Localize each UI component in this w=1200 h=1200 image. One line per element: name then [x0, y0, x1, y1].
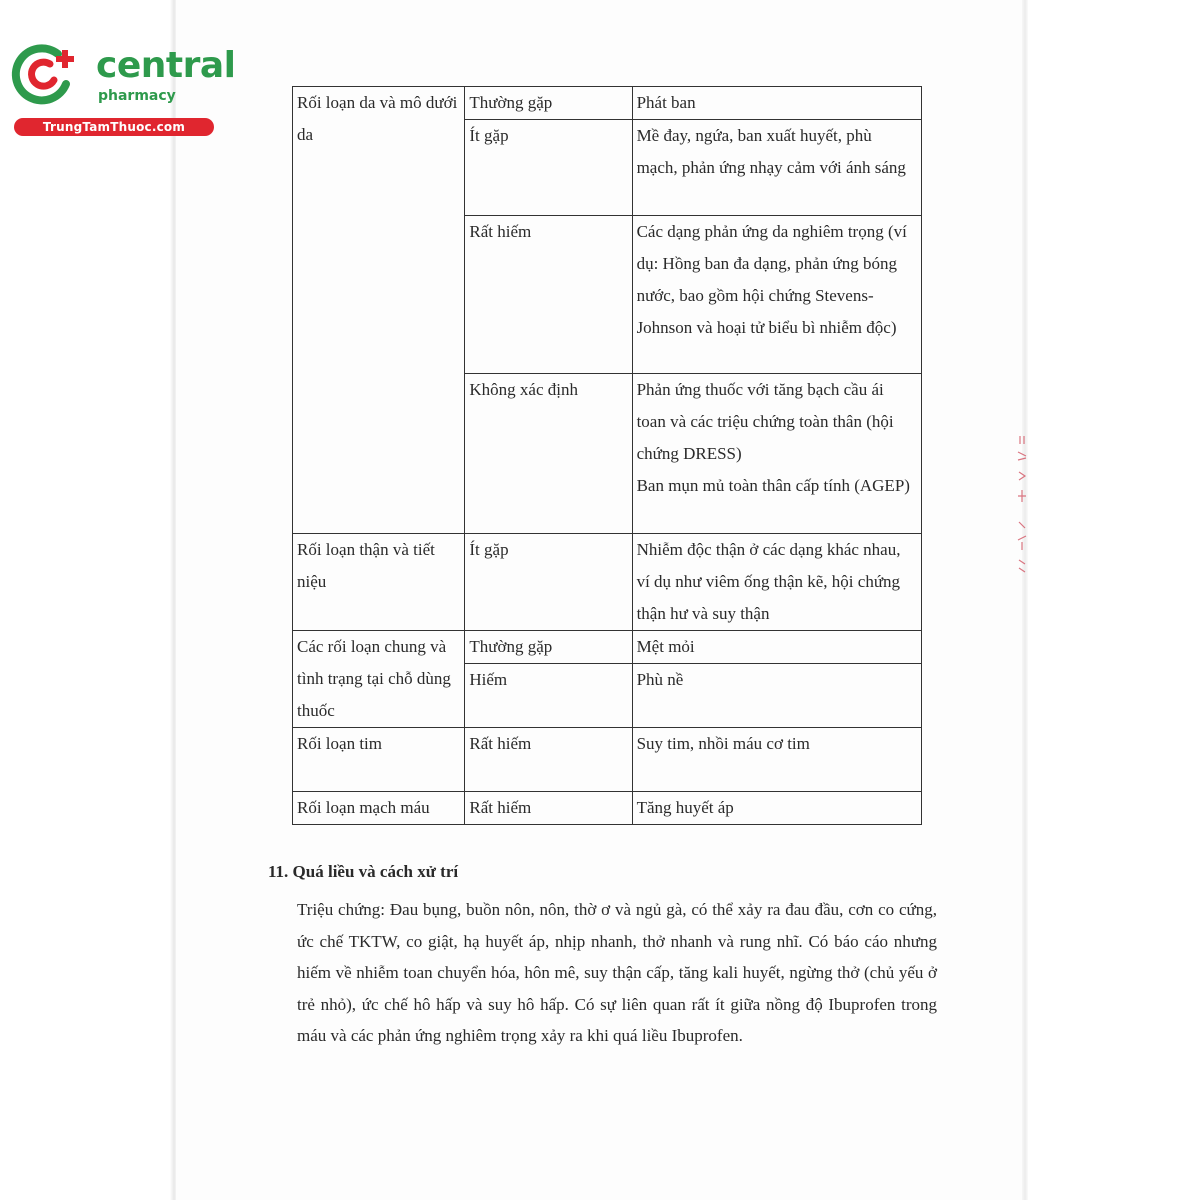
- frequency-cell: Rất hiếm: [465, 216, 632, 374]
- frequency-cell: Thường gặp: [465, 87, 632, 120]
- effect-cell: Tăng huyết áp: [632, 792, 921, 825]
- table-row: [293, 728, 922, 792]
- table-row: [293, 87, 922, 120]
- logo-site-badge: TrungTamThuoc.com: [14, 118, 214, 136]
- organ-cell: Rối loạn mạch máu: [293, 792, 465, 825]
- organ-cell: Rối loạn tim: [293, 728, 465, 792]
- central-pharmacy-logo[interactable]: [10, 38, 236, 138]
- frequency-cell: Hiếm: [465, 664, 632, 728]
- frequency-cell: Ít gặp: [465, 120, 632, 216]
- effect-line: Ban mụn mủ toàn thân cấp tính (AGEP): [636, 476, 910, 495]
- effect-cell: Các dạng phản ứng da nghiêm trọng (ví dụ: Hồng ban đa dạng, phản ứng bóng nước, bao gồm hội chứng Stevens-Johnson và hoại tử biểu bì nhiễm độc): [632, 216, 921, 374]
- frequency-cell: Thường gặp: [465, 631, 632, 664]
- scan-left-edge: [0, 0, 176, 1200]
- frequency-cell: Rất hiếm: [465, 792, 632, 825]
- margin-stamp-mark: [1012, 432, 1032, 582]
- effect-cell: [632, 374, 921, 534]
- frequency-cell: Ít gặp: [465, 534, 632, 631]
- effect-cell: Nhiễm độc thận ở các dạng khác nhau, ví dụ như viêm ống thận kẽ, hội chứng thận hư và suy thận: [632, 534, 921, 631]
- frequency-cell: Không xác định: [465, 374, 632, 534]
- table-row: [293, 792, 922, 825]
- logo-subtitle: pharmacy: [98, 88, 176, 104]
- organ-cell: Các rối loạn chung và tình trạng tại chỗ dùng thuốc: [293, 631, 465, 728]
- frequency-cell: Rất hiếm: [465, 728, 632, 792]
- table-row: [293, 534, 922, 631]
- effect-cell: Mề đay, ngứa, ban xuất huyết, phù mạch, phản ứng nhạy cảm với ánh sáng: [632, 120, 921, 216]
- organ-cell: Rối loạn da và mô dưới da: [293, 87, 465, 534]
- effect-cell: Phát ban: [632, 87, 921, 120]
- section-body: Triệu chứng: Đau bụng, buồn nôn, nôn, thờ ơ và ngủ gà, có thể xảy ra đau đầu, cơn co cứng, ức chế TKTW, co giật, hạ huyết áp, nhịp nhanh, thở nhanh và rung nhĩ. Có báo cáo nhưng hiếm về nhiễm toan chuyển hóa, hôn mê, suy thận cấp, tăng kali huyết, ngừng thở (chủ yếu ở trẻ nhỏ), ức chế hô hấp và suy hô hấp. Có sự liên quan rất ít giữa nồng độ Ibuprofen trong máu và các phản ứng nghiêm trọng xảy ra khi quá liều Ibuprofen.: [297, 900, 937, 1045]
- pharmacy-cross-icon: [10, 40, 76, 106]
- organ-cell: Rối loạn thận và tiết niệu: [293, 534, 465, 631]
- effect-cell: Mệt mỏi: [632, 631, 921, 664]
- logo-wordmark: central: [96, 45, 236, 86]
- effect-cell: Suy tim, nhồi máu cơ tim: [632, 728, 921, 792]
- effect-cell: Phù nề: [632, 664, 921, 728]
- section-heading: 11. Quá liều và cách xử trí: [268, 862, 459, 881]
- scan-right-edge: [1022, 0, 1028, 1200]
- adverse-effects-table: [292, 86, 922, 825]
- effect-line: Phản ứng thuốc với tăng bạch cầu ái toan và các triệu chứng toàn thân (hội chứng DRESS): [636, 380, 894, 463]
- table-row: [293, 631, 922, 664]
